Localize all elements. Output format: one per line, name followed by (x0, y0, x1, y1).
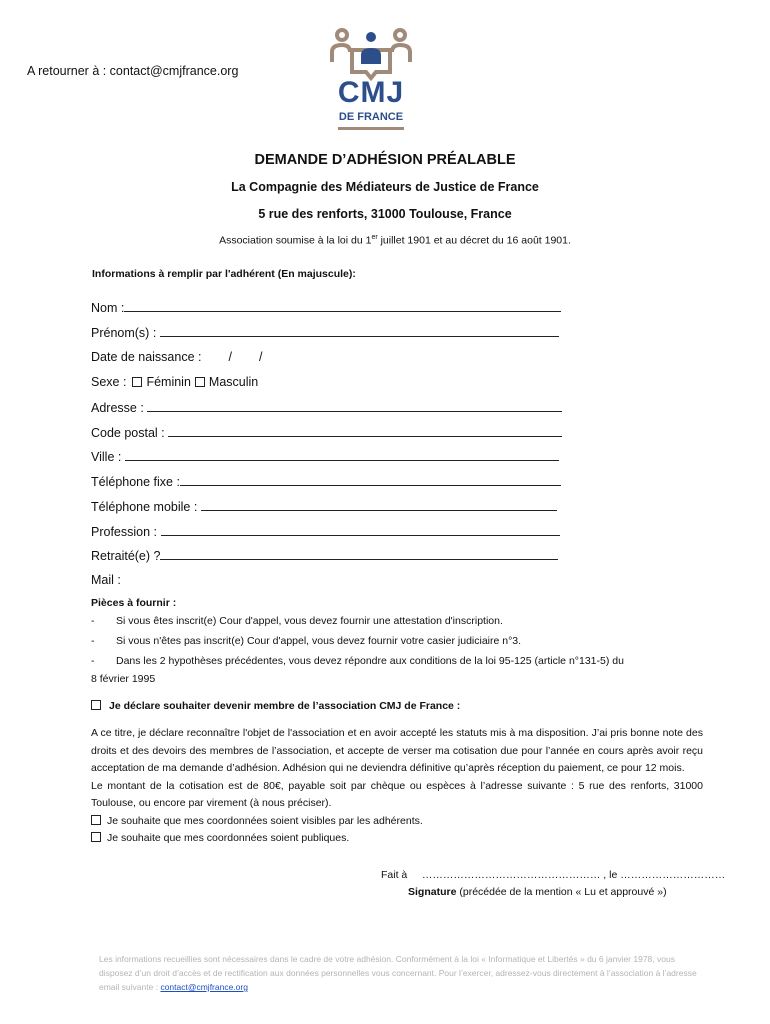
option-public: Je souhaite que mes coordonnées soient publiques. (91, 830, 703, 848)
checkbox-feminin[interactable] (132, 377, 142, 387)
organization-name: La Compagnie des Médiateurs de Justice de France (231, 180, 539, 194)
field-nom[interactable]: Nom : (91, 300, 561, 315)
field-profession[interactable]: Profession : (91, 524, 560, 539)
logo-text: CMJ (337, 76, 405, 109)
form-instructions: Informations à remplir par l'adhérent (En majuscule): (92, 268, 356, 280)
logo-subtext: DE FRANCE (338, 111, 404, 123)
checkbox-membership[interactable] (91, 700, 101, 710)
field-adresse[interactable]: Adresse : (91, 400, 562, 415)
organization-address: 5 rue des renforts, 31000 Toulouse, France (258, 207, 512, 221)
checkbox-visible[interactable] (91, 815, 101, 825)
logo-underline (338, 127, 404, 130)
field-sexe: Sexe : Féminin Masculin (91, 375, 259, 389)
pieces-title: Pièces à fournir : (91, 597, 177, 609)
field-ville[interactable]: Ville : (91, 449, 559, 464)
field-telephone-mobile[interactable]: Téléphone mobile : (91, 499, 557, 514)
checkbox-public[interactable] (91, 832, 101, 842)
cmj-logo (328, 26, 414, 130)
list-item: - Dans les 2 hypothèses précédentes, vous devez répondre aux conditions de la loi 95-125 (article n°131-5) du (91, 655, 624, 667)
list-item-continuation: 8 février 1995 (91, 673, 156, 685)
field-prenom[interactable]: Prénom(s) : (91, 325, 559, 340)
declaration-text (91, 725, 703, 848)
declaration-paragraph-1: A ce titre, je déclare reconnaître l'objet de l'association et en avoir accepté les statuts mis à ma disposition. J’ai pris bonne note des droits et des devoirs des membres de l’association, et accepte de verser ma cotisation due pour l’année en cours après avoir reçu acceptation de ma demande d’adhésion. Adhésion qui ne deviendra définitive qu’après réception du paiement, ce pour 12 mois. (91, 727, 703, 774)
page-title: DEMANDE D’ADHÉSION PRÉALABLE (254, 152, 516, 168)
checkbox-masculin[interactable] (195, 377, 205, 387)
privacy-footer: Les informations recueillies sont nécessaires dans le cadre de votre adhésion. Conformément à la loi « Informatique et Libertés » du 6 janvier 1978, vous disposez d’un droit d’accès et de rectification aux données personnelles vous concernant. Pour l’exercer, adressez-vous directement à l’association à l’adresse email suivante : contact@cmjfrance.org (99, 954, 697, 992)
option-visible: Je souhaite que mes coordonnées soient visibles par les adhérents. (91, 813, 703, 831)
legal-notice: Association soumise à la loi du 1er juillet 1901 et au décret du 16 août 1901. (219, 234, 571, 247)
field-retraite[interactable]: Retraité(e) ? (91, 548, 558, 563)
field-telephone-fixe[interactable]: Téléphone fixe : (91, 474, 561, 489)
fait-a-line: Fait à …………………………………………… , le ………………………… (381, 869, 726, 881)
membership-declaration: Je déclare souhaiter devenir membre de l’association CMJ de France : (91, 700, 460, 712)
list-item: - Si vous n'êtes pas inscrit(e) Cour d'appel, vous devez fournir votre casier judiciaire n°3. (91, 635, 522, 647)
field-code-postal[interactable]: Code postal : (91, 425, 562, 440)
list-item: - Si vous êtes inscrit(e) Cour d'appel, vous devez fournir une attestation d'inscription. (91, 615, 503, 627)
return-address: A retourner à : contact@cmjfrance.org (27, 64, 239, 78)
field-mail[interactable]: Mail : (91, 573, 121, 587)
signature-line: Signature (précédée de la mention « Lu et approuvé ») (408, 886, 667, 898)
field-date-naissance[interactable]: Date de naissance : / / (91, 350, 263, 364)
declaration-paragraph-2: Le montant de la cotisation est de 80€, payable soit par chèque ou espèces à l’adresse suivante : 5 rue des renforts, 31000 Toulouse, ou encore par virement (à nous préciser). (91, 779, 703, 809)
footer-email-link[interactable]: contact@cmjfrance.org (160, 982, 248, 992)
